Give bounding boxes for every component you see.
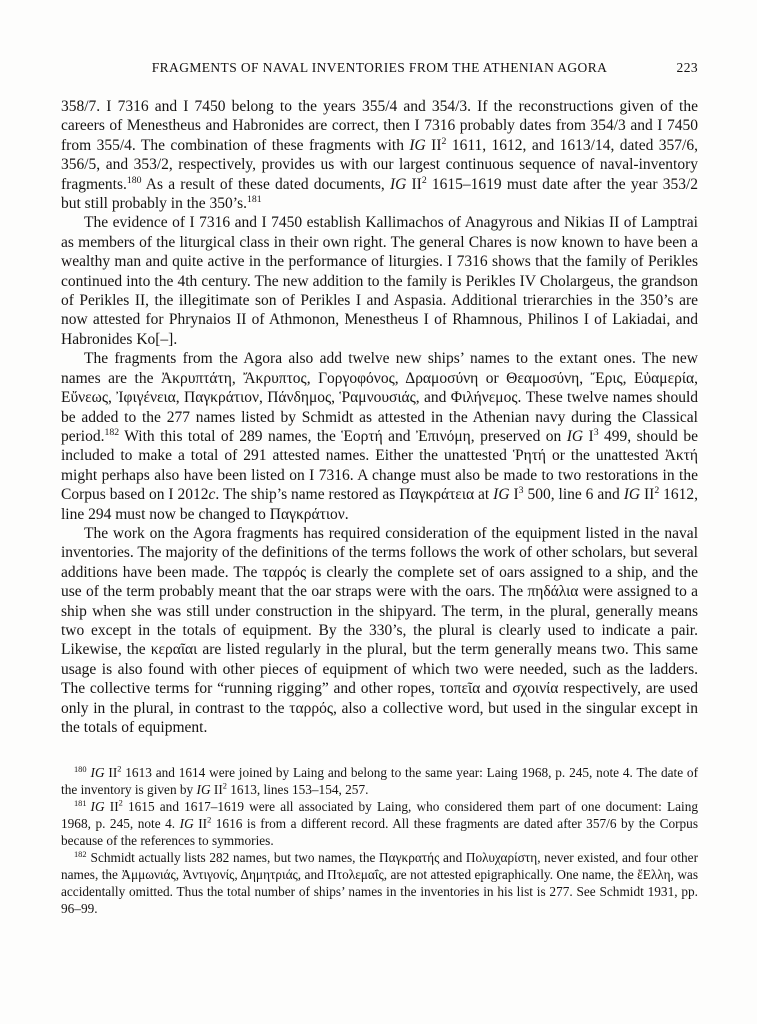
- text-run: and: [382, 427, 416, 445]
- greek-text-run: Παγκράτεια: [399, 486, 475, 504]
- greek-text-run: Πολυχαρίστη: [465, 850, 538, 866]
- text-run: II: [104, 765, 118, 781]
- greek-text-run: Ἀκτή: [664, 447, 698, 465]
- text-run: IG: [566, 427, 584, 445]
- greek-text-run: Παγκρατής: [379, 850, 440, 866]
- superscript-run: 180: [126, 174, 142, 186]
- text-run: II: [406, 175, 422, 193]
- paragraph: [61, 524, 698, 737]
- paragraph: [61, 97, 698, 213]
- text-run: . The ship’s name restored as: [215, 486, 400, 504]
- text-run: 1616 is from a different record. All these fragments are dated after 357/6 by the Corpus because of the references to symmories.: [61, 816, 698, 849]
- superscript-run: 2: [421, 174, 427, 186]
- text-run: 1612, line 294 must now be changed to: [61, 486, 698, 523]
- text-run: With this total of 289 names, the: [119, 427, 342, 445]
- greek-text-run: ταρρός: [289, 699, 333, 717]
- greek-text-run: πηδάλια: [527, 583, 579, 601]
- text-column: [61, 60, 698, 917]
- superscript-run: 2: [222, 781, 227, 791]
- text-run: and: [439, 850, 466, 866]
- greek-text-run: Φιλήνεμος: [450, 389, 518, 407]
- text-run: 1615–1619 must date after the year 353/2 but still probably in the 350’s.: [61, 175, 699, 213]
- greek-text-run: κεραῖαι: [150, 641, 198, 659]
- footnote: [61, 849, 698, 917]
- greek-text-run: Ἀμμωνιάς, Ἀντιγονίς, Δημητριάς,: [121, 867, 302, 883]
- footnote: [61, 764, 698, 798]
- text-run: are listed regularly in the plural, but the term generally means two. This same usage is also found with other pieces of equipment of which two were needed, such as the ladders. The collective terms for “running rigging” and other ropes,: [61, 641, 698, 698]
- text-run: and: [301, 867, 328, 883]
- article-body: [61, 97, 698, 737]
- footnote-number: 182: [74, 849, 87, 859]
- footnote-number: 180: [74, 764, 87, 774]
- text-run: II: [640, 486, 655, 504]
- greek-text-run: Ἐπινόμη: [415, 427, 471, 445]
- text-run: 1613, lines 153–154, 257.: [226, 782, 369, 798]
- text-run: .: [344, 505, 349, 523]
- greek-text-run: Παγκράτιον: [269, 505, 345, 523]
- greek-text-run: Πτολεμαΐς: [327, 867, 384, 883]
- text-run: c: [208, 486, 216, 504]
- text-run: The fragments from the Agora also add twelve new ships’ names to the extant ones. The new names are the: [61, 350, 698, 387]
- running-head: [61, 60, 698, 77]
- text-run: or the unattested: [546, 447, 665, 465]
- text-run: II: [210, 782, 223, 798]
- paragraph: [61, 349, 698, 524]
- text-run: IG: [90, 765, 105, 781]
- greek-text-run: ἕΕλλη: [637, 867, 671, 883]
- text-run: 499, should be included to make a total of 291 attested names. Either the unattested: [61, 427, 698, 465]
- superscript-run: 2: [207, 815, 212, 825]
- text-run: Schmidt actually lists 282 names, but two names, the: [90, 850, 380, 866]
- superscript-run: 3: [593, 426, 599, 438]
- text-run: I: [583, 427, 594, 445]
- superscript-run: 2: [654, 484, 660, 496]
- superscript-run: 2: [118, 798, 123, 808]
- text-run: 500, line 6 and: [523, 486, 624, 504]
- text-run: As a result of these dated documents,: [141, 175, 390, 193]
- text-run: IG: [389, 175, 407, 193]
- superscript-run: 2: [117, 764, 122, 774]
- text-run: I: [509, 486, 519, 504]
- text-run: , never existed, and four other names, the: [61, 850, 698, 883]
- greek-text-run: Ῥητή: [512, 447, 547, 465]
- paragraph: [61, 213, 698, 349]
- text-run: , preserved on: [470, 427, 567, 445]
- text-run: II: [425, 136, 442, 154]
- text-run: IG: [196, 782, 211, 798]
- text-run: were assigned to a ship when she was still under construction in the shipyard. The term, in the plural, generally means two except in the totals of equipment. By the 330’s, the plural is clearly used to indicate a pair. Likewise, the: [61, 583, 698, 659]
- text-run: IG: [90, 799, 105, 815]
- text-run: at: [474, 486, 494, 504]
- text-run: The work on the Agora fragments has required consideration of the equipment listed in the naval inventories. The majority of the definitions of the terms follows the work of other scholars, but several additions have been made. The: [61, 524, 698, 581]
- greek-text-run: τοπεῖα: [439, 680, 481, 698]
- text-run: 358/7. I 7316 and I 7450 belong to the years 355/4 and 354/3. If the reconstructions given of the careers of Menestheus and Habronides are correct, then I 7316 probably dates from 354/3 and I 7450 from 355/4. The combination of these fragments with: [61, 98, 698, 154]
- text-run: The evidence of I 7316 and I 7450 establish Kallimachos of Anagyrous and Nikias II of Lamptrai as members of the liturgical class in their own right. The general Chares is now known to have been a wealthy man and quite active in the performance of liturgies. I 7316 shows that the family of Perikles continued into the 4th century. The new addition to the family is Perikles IV Cholargeus, the grandson of Perikles II, the illegitimate son of Perikles I and Aspasia. Additional trierarchies in the 350’s are now attested for Phrynaios II of Athmonon, Menestheus I of Rhamnous, Philinos I of Lakiadai, and Habronides Ko[–].: [61, 214, 698, 348]
- greek-text-run: ταρρός: [262, 563, 307, 581]
- text-run: II: [104, 799, 119, 815]
- text-run: might perhaps also have been listed on I 7316. A change must also be made to two restorations in the Corpus based on I 2012: [61, 466, 698, 504]
- greek-text-run: σχοινία: [512, 680, 559, 698]
- superscript-run: 2: [441, 135, 447, 147]
- text-run: or: [478, 369, 507, 387]
- text-run: , was accidentally omitted. Thus the total number of ships’ names in the inventories in his list is 277. See Schmidt 1931, pp. 96–99.: [61, 867, 699, 917]
- text-run: IG: [179, 816, 194, 832]
- greek-text-run: Ἀκρυπτάτη, Ἄκρυπτος, Γοργοφόνος, Δραμοσύνη: [160, 369, 479, 387]
- text-run: IG: [409, 136, 426, 154]
- footnote-number: 181: [74, 798, 87, 808]
- text-run: respectively, are used only in the plural, in contrast to the: [61, 680, 698, 717]
- text-run: IG: [493, 486, 510, 504]
- text-run: and: [480, 680, 513, 698]
- footnotes: [61, 764, 698, 917]
- greek-text-run: Ἑορτή: [341, 427, 383, 445]
- text-run: 1615 and 1617–1619 were all associated by Laing, who considered them part of one document: Laing 1968, p. 245, note 4.: [61, 799, 698, 832]
- text-run: , are not attested epigraphically. One name, the: [383, 867, 638, 883]
- greek-text-run: Θεαμοσύνη, Ἔρις, Εὐαμερία, Εὔνεως, Ἰφιγένεια, Παγκράτιον, Πάνδημος, Ῥαμνουσιάς,: [61, 369, 698, 407]
- footnote: [61, 798, 698, 849]
- text-run: 1613 and 1614 were joined by Laing and belong to the same year: Laing 1968, p. 245, note 4. The date of the inventory is given by: [61, 765, 698, 798]
- text-run: IG: [623, 486, 641, 504]
- text-run: , also a collective word, but used in the singular except in the totals of equipment.: [61, 699, 698, 736]
- page-title: FRAGMENTS OF NAVAL INVENTORIES FROM THE ATHENIAN AGORA: [151, 60, 608, 75]
- text-run: is clearly the complete set of oars assigned to a ship, and the use of the term probably meant that the oar straps were with the oars. The: [61, 563, 699, 601]
- page-number: 223: [676, 60, 698, 75]
- superscript-run: 181: [247, 193, 262, 205]
- text-run: . These twelve names should be added to the 277 names listed by Schmidt as attested in the Athenian navy during the Classical period.: [61, 389, 699, 445]
- text-run: 1611, 1612, and 1613/14, dated 357/6, 356/5, and 353/2, respectively, provides us with our largest continuous sequence of naval-inventory fragments.: [61, 136, 698, 193]
- superscript-run: 3: [518, 484, 524, 496]
- text-run: and: [419, 389, 451, 407]
- superscript-run: 182: [104, 426, 120, 438]
- text-run: II: [193, 816, 208, 832]
